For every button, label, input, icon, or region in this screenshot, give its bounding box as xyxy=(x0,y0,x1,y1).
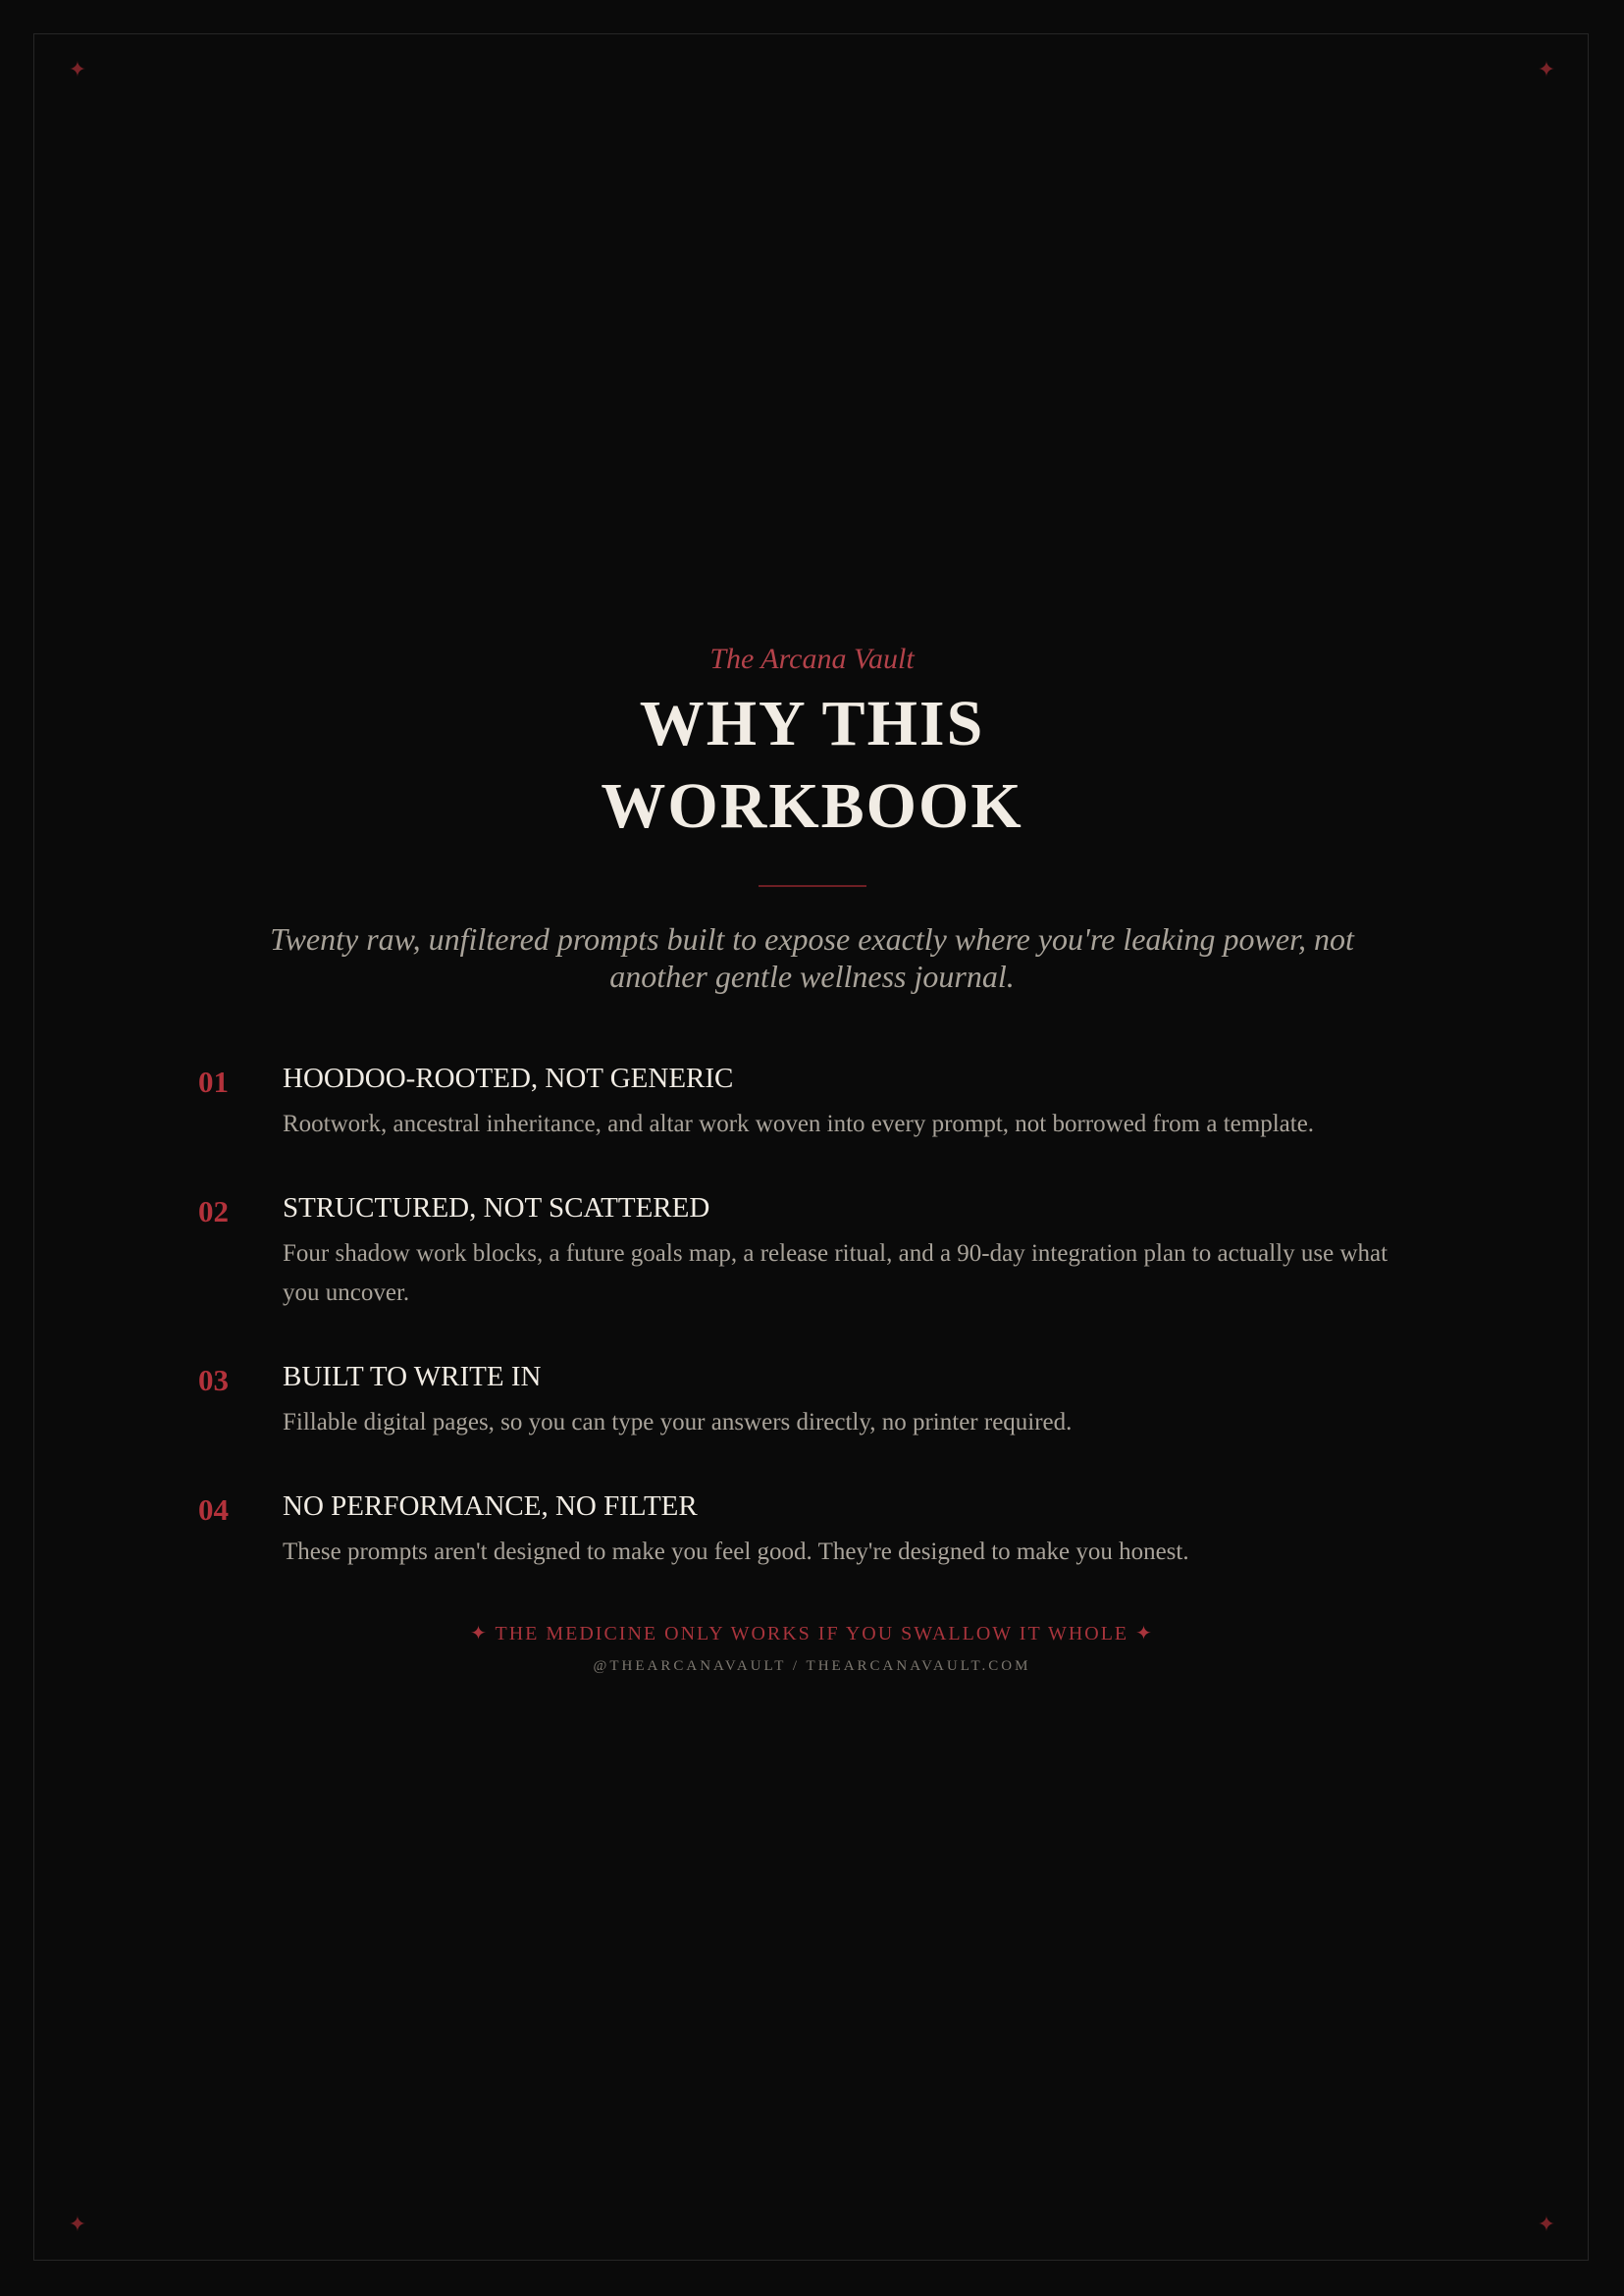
list-item xyxy=(198,1358,1435,1442)
footer-handle: @THEARCANAVAULT / THEARCANAVAULT.COM xyxy=(593,1658,1031,1674)
page-subtitle: Twenty raw, unfiltered prompts built to expose exactly where you're leaking power, not another gentle wellness journal. xyxy=(270,921,1354,994)
list-item xyxy=(198,1189,1435,1313)
item-body xyxy=(283,1189,1391,1313)
item-number: 01 xyxy=(198,1065,229,1099)
item-heading: STRUCTURED, NOT SCATTERED xyxy=(283,1192,710,1224)
footer xyxy=(0,1621,1624,1676)
list-item xyxy=(198,1487,1435,1572)
item-heading: BUILT TO WRITE IN xyxy=(283,1361,542,1392)
corner-star-icon: ✦ xyxy=(1537,2212,1556,2236)
item-number: 03 xyxy=(198,1363,229,1397)
page-title-line-2: WORKBOOK xyxy=(601,770,1023,842)
corner-star-icon: ✦ xyxy=(68,2212,87,2236)
page-content xyxy=(0,640,1624,1676)
item-body xyxy=(283,1060,1391,1144)
title-divider xyxy=(759,885,866,887)
footer-tagline-text: THE MEDICINE ONLY WORKS IF YOU SWALLOW IT WHOLE xyxy=(495,1623,1129,1644)
item-number: 02 xyxy=(198,1194,229,1228)
item-description: Fillable digital pages, so you can type your answers directly, no printer required. xyxy=(283,1409,1073,1435)
item-body xyxy=(283,1487,1391,1572)
item-description: These prompts aren't designed to make you feel good. They're designed to make you honest. xyxy=(283,1539,1189,1565)
corner-star-icon: ✦ xyxy=(68,57,87,81)
star-icon: ✦ xyxy=(470,1623,489,1644)
item-description: Four shadow work blocks, a future goals map, a release ritual, and a 90-day integration plan to actually use what you uncover. xyxy=(283,1240,1388,1306)
footer-tagline xyxy=(0,1621,1624,1646)
corner-star-icon: ✦ xyxy=(1537,57,1556,81)
page-title-line-1: WHY THIS xyxy=(639,688,985,759)
feature-list xyxy=(0,1060,1624,1572)
list-item xyxy=(198,1060,1435,1144)
item-body xyxy=(283,1358,1391,1442)
item-description: Rootwork, ancestral inheritance, and altar work woven into every prompt, not borrowed from a template. xyxy=(283,1111,1315,1137)
page-title xyxy=(0,683,1624,848)
item-heading: HOODOO-ROOTED, NOT GENERIC xyxy=(283,1063,734,1094)
star-icon: ✦ xyxy=(1135,1623,1154,1644)
brand-name: The Arcana Vault xyxy=(709,643,915,675)
item-heading: NO PERFORMANCE, NO FILTER xyxy=(283,1490,698,1522)
item-number: 04 xyxy=(198,1492,229,1527)
